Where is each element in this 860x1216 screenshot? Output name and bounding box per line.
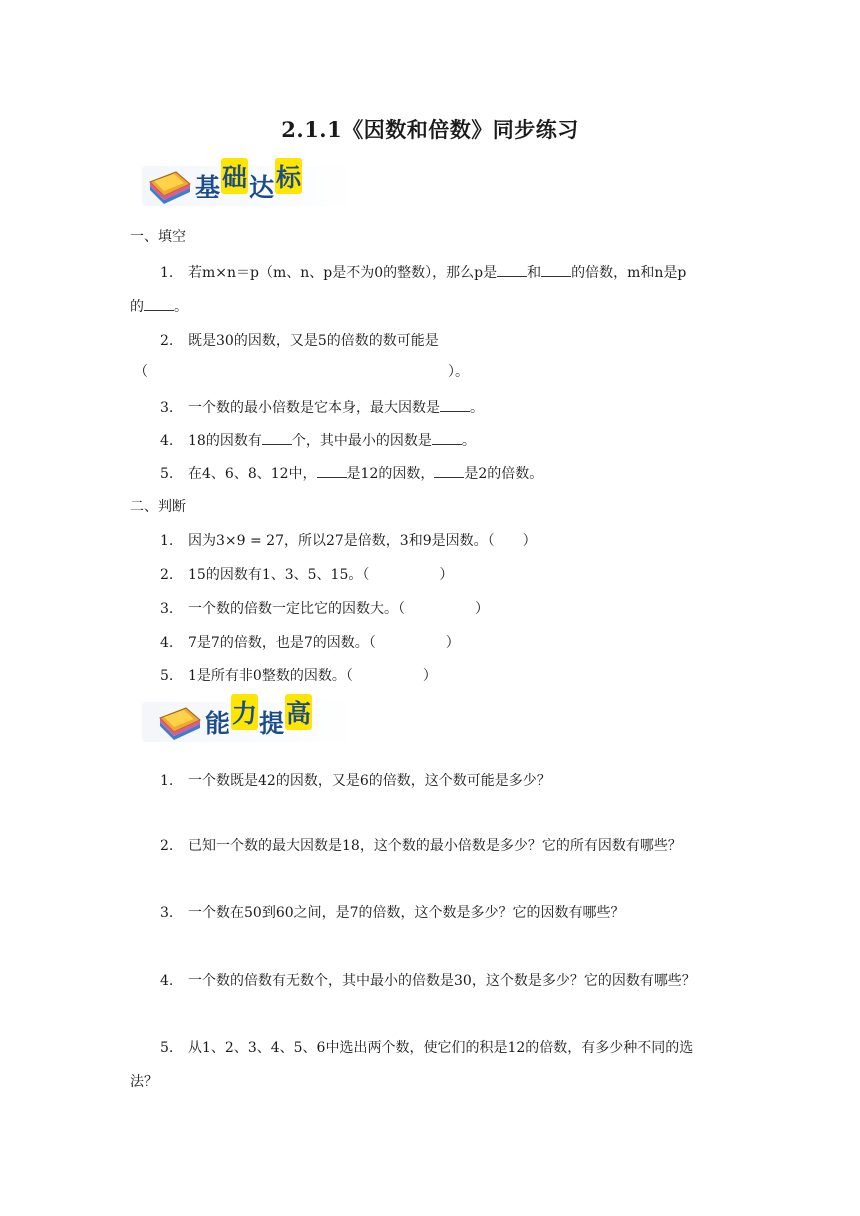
item-number: 2. (160, 333, 174, 349)
banner-char: 基 (195, 173, 221, 202)
item-text: 的 (130, 299, 144, 315)
judge-item-1 (160, 530, 537, 550)
item-text: 。 (174, 299, 188, 315)
item-text: 已知一个数的最大因数是18，这个数的最小倍数是多少？它的所有因数有哪些？ (188, 838, 682, 854)
item-text: 是12的因数， (346, 466, 435, 482)
banner-title (194, 164, 302, 200)
item-number: 4. (160, 635, 174, 651)
problem-item-4 (160, 970, 696, 990)
fill-item-3 (160, 397, 484, 417)
item-text: 是2的倍数。 (464, 466, 544, 482)
fill-item-1 (160, 262, 686, 282)
section-heading: 一、填空 (130, 229, 186, 245)
banner-basic (142, 160, 362, 210)
fill-item-4 (160, 430, 476, 450)
judge-item-3 (160, 598, 489, 618)
books-icon (156, 704, 204, 740)
item-number: 4. (160, 973, 174, 989)
problem-item-1 (160, 770, 551, 790)
item-number: 3. (160, 601, 174, 617)
item-number: 1. (160, 773, 174, 789)
answer-blank[interactable] (541, 264, 571, 277)
item-text: 从1、2、3、4、5、6中选出两个数，使它们的积是12的倍数，有多少种不同的选 (188, 1040, 694, 1056)
banner-char: 标 (275, 158, 302, 194)
item-text: 一个数在50到60之间，是7的倍数，这个数是多少？它的因数有哪些？ (188, 905, 625, 921)
problem-item-5 (160, 1037, 693, 1057)
page-title: 2.1.1《因数和倍数》同步练习 (281, 117, 579, 142)
fill-item-2 (160, 330, 439, 350)
item-number: 2. (160, 838, 174, 854)
banner-char: 能 (205, 709, 231, 738)
item-text: 因为3×9 = 27，所以27是倍数，3和9是因数。（ ） (188, 533, 537, 549)
item-text: 一个数既是42的因数，又是6的倍数，这个数可能是多少？ (188, 773, 551, 789)
problem-item-3 (160, 902, 625, 922)
banner-char: 达 (249, 173, 275, 202)
judge-item-5 (160, 665, 437, 685)
item-number: 5. (160, 1040, 174, 1056)
item-text: 一个数的倍数一定比它的因数大。（ ） (188, 601, 489, 617)
banner-char: 础 (221, 158, 248, 194)
item-text: 若m×n＝p（m、n、p是不为0的整数），那么p是 (188, 265, 498, 281)
item-number: 5. (160, 668, 174, 684)
answer-blank[interactable] (440, 399, 470, 412)
item-text: 的倍数，m和n是p (571, 265, 687, 281)
answer-blank[interactable] (317, 465, 347, 478)
banner-char: 高 (285, 694, 312, 730)
judge-item-4 (160, 632, 460, 652)
banner-advanced (142, 696, 362, 746)
item-number: 3. (160, 905, 174, 921)
item-text: 既是30的因数，又是5的倍数的数可能是 (188, 333, 439, 349)
books-icon (146, 168, 194, 204)
item-text: 一个数的最小倍数是它本身，最大因数是 (188, 400, 440, 416)
answer-blank[interactable] (497, 264, 527, 277)
answer-open-paren: （ (134, 364, 148, 380)
item-text: 。 (470, 400, 484, 416)
item-number: 5. (160, 466, 174, 482)
answer-blank[interactable] (144, 298, 174, 311)
item-text: 18的因数有 (188, 433, 262, 449)
item-number: 1. (160, 533, 174, 549)
problem-item-2 (160, 835, 682, 855)
judge-item-2 (160, 564, 453, 584)
item-text: 15的因数有1、3、5、15。（ ） (188, 567, 454, 583)
item-text: 和 (527, 265, 542, 281)
answer-blank[interactable] (262, 432, 292, 445)
item-text: 。 (461, 433, 476, 449)
fill-item-5 (160, 463, 543, 483)
item-text: 1是所有非0整数的因数。（ ） (188, 668, 437, 684)
item-number: 4. (160, 433, 174, 449)
item-text: 7是7的倍数，也是7的因数。（ ） (188, 635, 460, 651)
item-number: 2. (160, 567, 174, 583)
answer-close-paren: ）。 (448, 364, 469, 380)
answer-blank[interactable] (432, 432, 462, 445)
section-heading: 二、判断 (130, 499, 186, 515)
item-number: 1. (160, 265, 174, 281)
item-text: 在4、6、8、12中， (188, 466, 317, 482)
answer-blank[interactable] (434, 465, 464, 478)
banner-title (204, 700, 312, 736)
banner-char: 力 (231, 694, 258, 730)
item-text: 个，其中最小的因数是 (291, 433, 432, 449)
fill-item-1-cont (130, 296, 188, 316)
item-number: 3. (160, 400, 174, 416)
banner-char: 提 (259, 709, 285, 738)
problem-item-5-cont: 法？ (130, 1074, 158, 1090)
item-text: 一个数的倍数有无数个，其中最小的倍数是30，这个数是多少？它的因数有哪些？ (188, 973, 696, 989)
